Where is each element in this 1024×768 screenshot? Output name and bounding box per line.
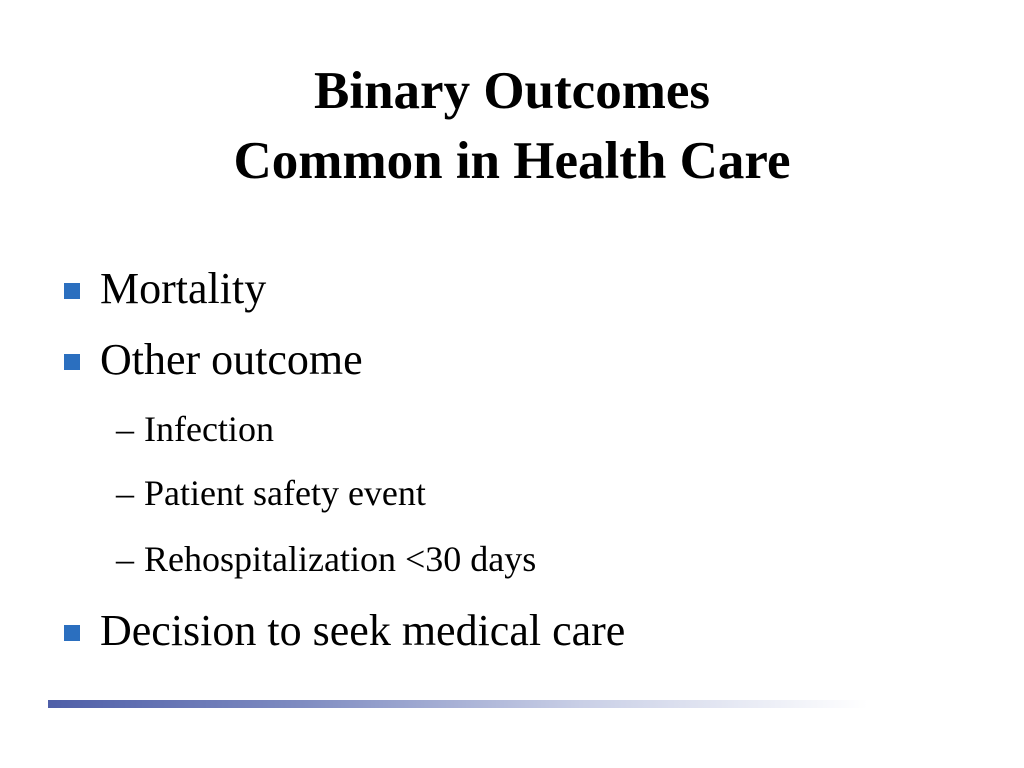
sub-bullet-text: Rehospitalization <30 days (144, 539, 537, 579)
square-bullet-icon (64, 283, 80, 299)
dash-bullet-icon: – (116, 539, 134, 579)
bullet-text: Mortality (100, 264, 267, 313)
sub-bullet-text: Infection (144, 409, 274, 449)
title-line-2: Common in Health Care (233, 132, 791, 190)
dash-bullet-icon: – (116, 409, 134, 449)
title-line-1: Binary Outcomes (314, 62, 710, 120)
bullet-text: Other outcome (100, 335, 363, 384)
square-bullet-icon (64, 625, 80, 641)
dash-bullet-icon: – (116, 473, 134, 513)
square-bullet-icon (64, 354, 80, 370)
sub-bullet-text: Patient safety event (144, 473, 426, 513)
footer-gradient-rule (48, 700, 868, 708)
bullet-text: Decision to seek medical care (100, 606, 626, 655)
